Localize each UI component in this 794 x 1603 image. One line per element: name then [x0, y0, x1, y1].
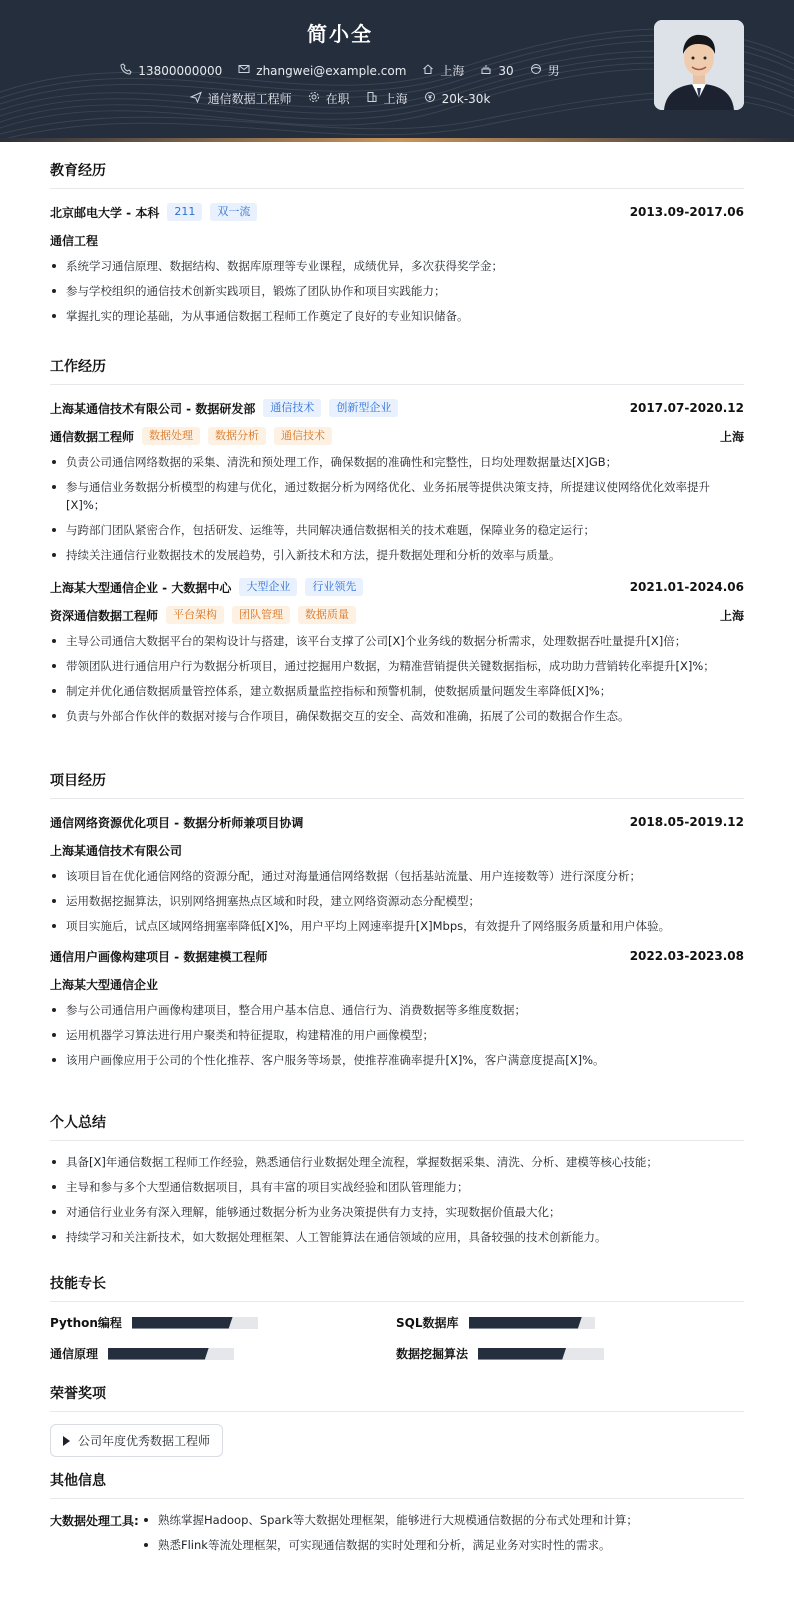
section-title: 其他信息 — [50, 1470, 744, 1499]
age-item — [480, 63, 513, 78]
list-item: 具备[X]年通信数据工程师工作经验，熟悉通信行业数据处理全流程，掌握数据采集、清洗、分析、建模等核心技能； — [50, 1153, 744, 1171]
gender-text: 男 — [547, 64, 560, 78]
skill-bar — [108, 1348, 234, 1360]
role-tag: 团队管理 — [232, 606, 290, 624]
list-item: 与跨部门团队紧密合作，包括研发、运维等，共同解决通信数据相关的技术难题，保障业务的稳定运行； — [50, 521, 744, 539]
skill-bar — [132, 1317, 258, 1329]
mail-icon — [238, 63, 250, 78]
school-name: 北京邮电大学 - 本科 — [50, 205, 160, 220]
company-name: 上海某通信技术有限公司 - 数据研发部 — [50, 401, 256, 416]
skill-item — [396, 1314, 742, 1331]
job-city: 上海 — [719, 608, 744, 623]
list-item: 参与学校组织的通信技术创新实践项目，锻炼了团队协作和项目实践能力； — [50, 282, 744, 300]
phone-icon — [120, 63, 132, 78]
phone-item — [120, 63, 222, 78]
education-section — [50, 160, 744, 332]
project-org: 上海某通信技术有限公司 — [50, 843, 183, 858]
section-title: 荣誉奖项 — [50, 1383, 744, 1412]
building-icon — [366, 91, 378, 106]
other-label: 大数据处理工具: — [50, 1514, 139, 1528]
list-item: 持续关注通信行业数据技术的发展趋势，引入新技术和方法，提升数据处理和分析的效率与质量。 — [50, 546, 744, 564]
list-item: 运用数据挖掘算法，识别网络拥塞热点区域和时段，建立网络资源动态分配模型； — [50, 892, 744, 910]
projects-section — [50, 770, 744, 1076]
list-item: 参与通信业务数据分析模型的构建与优化，通过数据分析为网络优化、业务拓展等提供决策支持，所提建议使网络优化效率提升[X]%； — [50, 478, 744, 514]
salary-text: 20k-30k — [441, 91, 491, 106]
skill-name: 数据挖掘算法 — [396, 1347, 469, 1361]
section-title: 工作经历 — [50, 356, 744, 385]
skill-name: SQL数据库 — [396, 1316, 459, 1330]
list-item: 项目实施后，试点区域网络拥塞率降低[X]%，用户平均上网速率提升[X]Mbps，有效提升了网络服务质量和用户体验。 — [50, 917, 744, 935]
send-icon — [190, 91, 202, 106]
section-title: 个人总结 — [50, 1112, 744, 1141]
project-name: 通信网络资源优化项目 - 数据分析师兼项目协调 — [50, 815, 304, 830]
hometown-item — [422, 62, 464, 79]
phone-text: 13800000000 — [138, 63, 223, 78]
major-row — [50, 229, 744, 251]
list-item: 制定并优化通信数据质量管控体系，建立数据质量监控指标和预警机制，使数据质量问题发生率降低[X]%； — [50, 682, 744, 700]
skill-bar-fill — [478, 1348, 566, 1360]
work-city-item — [366, 90, 408, 107]
role-tag: 平台架构 — [166, 606, 224, 624]
job-date: 2021.01-2024.06 — [629, 580, 744, 594]
company-name: 上海某大型通信企业 - 大数据中心 — [50, 580, 232, 595]
role-tag: 数据分析 — [208, 427, 266, 445]
skill-bar — [469, 1317, 595, 1329]
role-title: 资深通信数据工程师 — [50, 608, 159, 623]
email-text: zhangwei@example.com — [256, 63, 407, 78]
email-item — [238, 63, 406, 78]
status-text: 在职 — [325, 92, 350, 106]
status-item — [308, 90, 350, 107]
project-org-row — [50, 839, 744, 861]
job-entry — [50, 397, 744, 564]
education-date: 2013.09-2017.06 — [629, 205, 744, 219]
award-item[interactable] — [50, 1424, 223, 1457]
company-tag: 大型企业 — [239, 578, 297, 596]
list-item: 熟练掌握Hadoop、Spark等大数据处理框架，能够进行大规模通信数据的分布式处理和计算； — [142, 1511, 638, 1529]
list-item: 运用机器学习算法进行用户聚类和特征提取，构建精准的用户画像模型； — [50, 1026, 744, 1044]
avatar — [654, 20, 744, 110]
header-accent-line — [0, 138, 794, 142]
skill-bar — [478, 1348, 604, 1360]
role-title: 通信数据工程师 — [50, 429, 135, 444]
job-title-text: 通信数据工程师 — [207, 92, 292, 106]
school-tag: 双一流 — [210, 203, 257, 221]
resume-header — [0, 0, 794, 142]
company-tag: 创新型企业 — [329, 399, 398, 417]
project-date: 2018.05-2019.12 — [629, 815, 744, 829]
education-bullets — [50, 257, 744, 325]
project-org-row — [50, 973, 744, 995]
project-date: 2022.03-2023.08 — [629, 949, 744, 963]
company-tag: 行业领先 — [305, 578, 363, 596]
role-tag: 数据质量 — [298, 606, 356, 624]
job-bullets — [50, 453, 744, 564]
section-title: 技能专长 — [50, 1273, 744, 1302]
project-entry — [50, 811, 744, 935]
list-item: 该项目旨在优化通信网络的资源分配，通过对海量通信网络数据（包括基站流量、用户连接数等）进行深度分析； — [50, 867, 744, 885]
play-icon — [63, 1436, 70, 1446]
work-city-text: 上海 — [383, 92, 408, 106]
company-tag: 通信技术 — [263, 399, 321, 417]
award-text: 公司年度优秀数据工程师 — [78, 1434, 211, 1448]
awards-section — [50, 1383, 744, 1457]
skills-grid — [50, 1314, 744, 1362]
education-header-row — [50, 201, 744, 223]
skills-section — [50, 1273, 744, 1362]
role-row — [50, 604, 744, 626]
skill-bar-fill — [108, 1348, 209, 1360]
list-item: 参与公司通信用户画像构建项目，整合用户基本信息、通信行为、消费数据等多维度数据； — [50, 1001, 744, 1019]
salary-item — [424, 91, 491, 106]
skill-bar-fill — [132, 1317, 233, 1329]
list-item: 熟悉Flink等流处理框架，可实现通信数据的实时处理和分析，满足业务对实时性的需求。 — [142, 1536, 638, 1554]
job-title-item — [190, 90, 292, 107]
gender-item — [530, 62, 560, 79]
job-date: 2017.07-2020.12 — [629, 401, 744, 415]
list-item: 对通信行业业务有深入理解，能够通过数据分析为业务决策提供有力支持，实现数据价值最大化； — [50, 1203, 744, 1221]
skill-bar-fill — [469, 1317, 582, 1329]
list-item: 主导公司通信大数据平台的架构设计与搭建，该平台支撑了公司[X]个业务线的数据分析需求，处理数据吞吐量提升[X]倍； — [50, 632, 744, 650]
skill-item — [50, 1345, 396, 1362]
project-entry — [50, 945, 744, 1069]
list-item: 持续学习和关注新技术，如大数据处理框架、人工智能算法在通信领域的应用，具备较强的技术创新能力。 — [50, 1228, 744, 1246]
skill-name: 通信原理 — [50, 1347, 99, 1361]
list-item: 负责与外部合作伙伴的数据对接与合作项目，确保数据交互的安全、高效和准确，拓展了公司的数据合作生态。 — [50, 707, 744, 725]
list-item: 负责公司通信网络数据的采集、清洗和预处理工作，确保数据的准确性和完整性，日均处理数据量达[X]GB； — [50, 453, 744, 471]
skill-item — [396, 1345, 742, 1362]
work-section — [50, 356, 744, 732]
skill-name: Python编程 — [50, 1316, 122, 1330]
job-bullets — [50, 632, 744, 725]
major: 通信工程 — [50, 233, 99, 248]
money-icon — [424, 91, 436, 106]
section-title: 教育经历 — [50, 160, 744, 189]
project-bullets — [50, 1001, 744, 1069]
job-city: 上海 — [719, 429, 744, 444]
gear-icon — [308, 91, 320, 106]
age-text: 30 — [498, 63, 514, 78]
project-bullets — [50, 867, 744, 935]
skill-item — [50, 1314, 396, 1331]
summary-section — [50, 1112, 744, 1253]
hometown-text: 上海 — [440, 64, 465, 78]
project-org: 上海某大型通信企业 — [50, 977, 159, 992]
role-tag: 通信技术 — [274, 427, 332, 445]
candidate-name: 简小全 — [307, 22, 373, 46]
section-title: 项目经历 — [50, 770, 744, 799]
project-row — [50, 945, 744, 967]
other-bullets — [142, 1511, 638, 1561]
other-info-row — [50, 1511, 744, 1561]
list-item: 该用户画像应用于公司的个性化推荐、客户服务等场景，使推荐准确率提升[X]%，客户满意度提高[X]%。 — [50, 1051, 744, 1069]
list-item: 掌握扎实的理论基础，为从事通信数据工程师工作奠定了良好的专业知识储备。 — [50, 307, 744, 325]
contact-row — [0, 62, 680, 79]
project-row — [50, 811, 744, 833]
job-entry — [50, 576, 744, 725]
company-row — [50, 397, 744, 419]
cake-icon — [480, 63, 492, 78]
gender-icon — [530, 63, 542, 78]
list-item: 系统学习通信原理、数据结构、数据库原理等专业课程，成绩优异，多次获得奖学金； — [50, 257, 744, 275]
job-intent-row — [0, 90, 680, 107]
role-row — [50, 425, 744, 447]
project-name: 通信用户画像构建项目 - 数据建模工程师 — [50, 949, 268, 964]
home-icon — [422, 63, 434, 78]
school-tag: 211 — [167, 203, 202, 221]
role-tag: 数据处理 — [142, 427, 200, 445]
company-row — [50, 576, 744, 598]
other-section — [50, 1470, 744, 1561]
list-item: 带领团队进行通信用户行为数据分析项目，通过挖掘用户数据，为精准营销提供关键数据指标，成功助力营销转化率提升[X]%； — [50, 657, 744, 675]
summary-bullets — [50, 1153, 744, 1246]
list-item: 主导和参与多个大型通信数据项目，具有丰富的项目实战经验和团队管理能力； — [50, 1178, 744, 1196]
